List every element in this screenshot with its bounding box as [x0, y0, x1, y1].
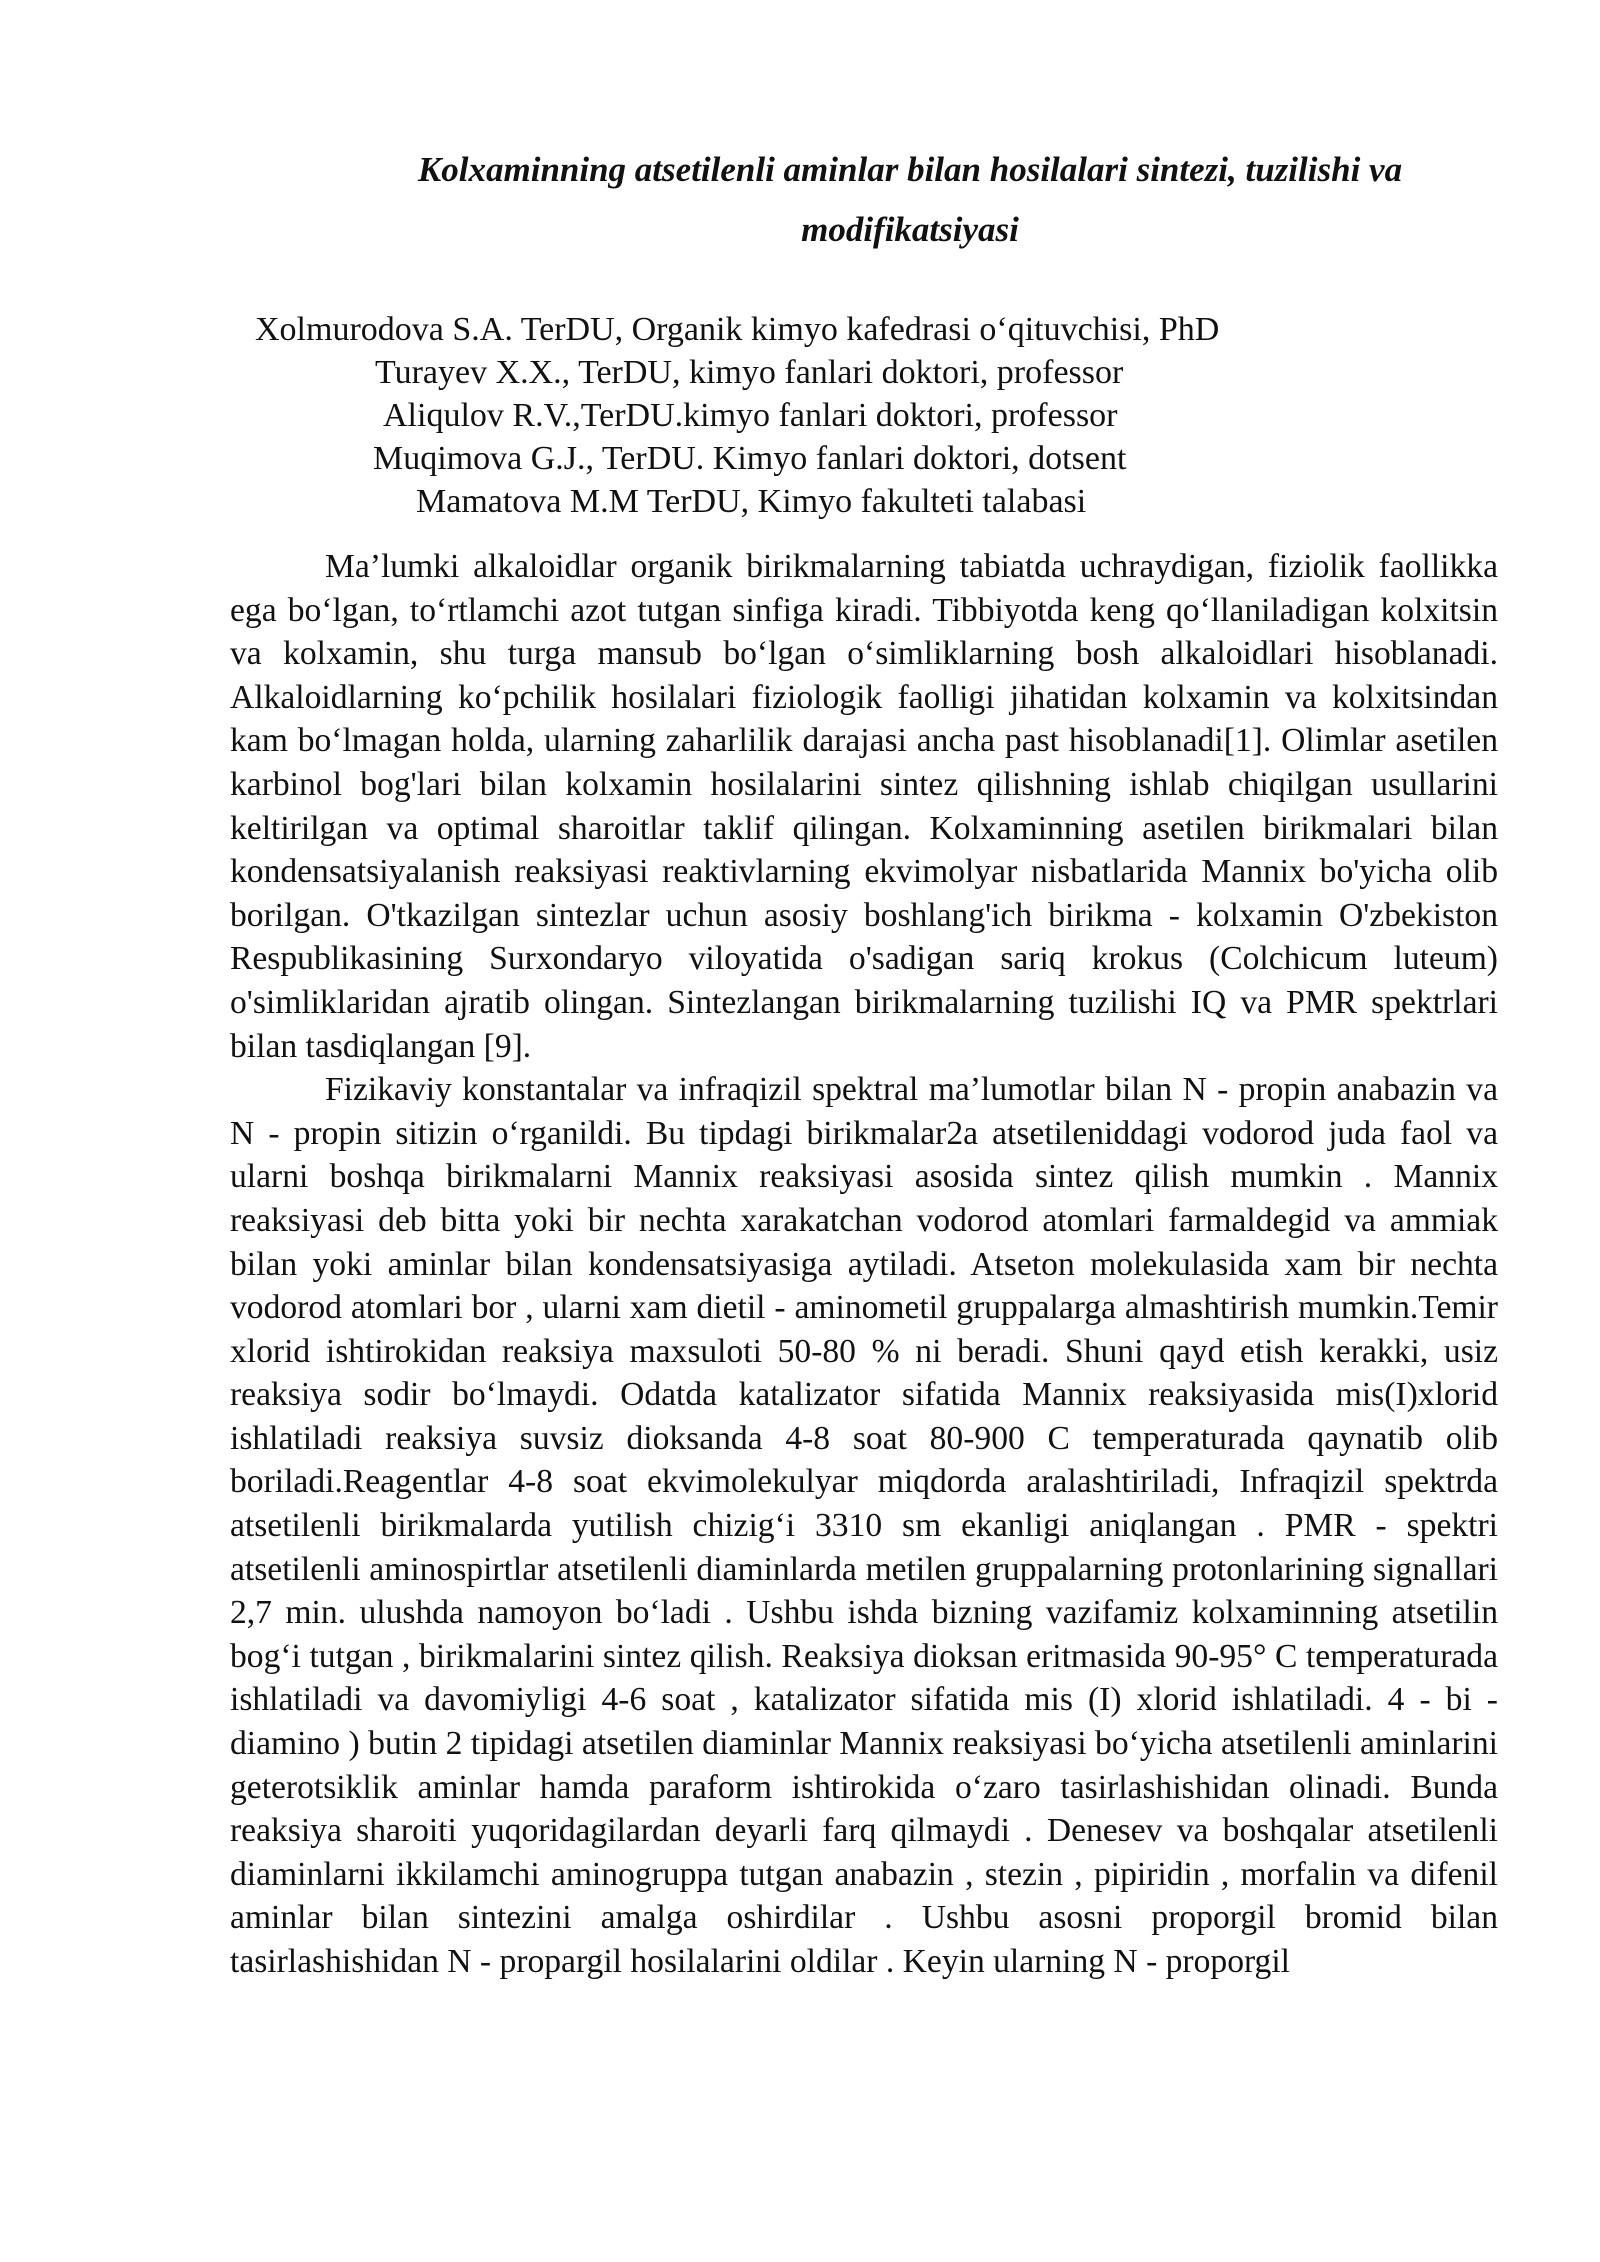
author-line: Mamatova M.M TerDU, Kimyo fakulteti talabasi — [416, 483, 1087, 520]
author-line: Aliqulov R.V.,TerDU.kimyo fanlari doktori, professor — [383, 397, 1118, 434]
author-line: Xolmurodova S.A. TerDU, Organik kimyo kafedrasi o‘qituvchisi, PhD — [255, 311, 1220, 348]
body-text — [230, 545, 1498, 1984]
author-line: Muqimova G.J., TerDU. Kimyo fanlari doktori, dotsent — [373, 440, 1127, 477]
author-list — [220, 308, 1380, 523]
paragraph: Ma’lumki alkaloidlar organik birikmalarning tabiatda uchraydigan, fiziolik faollikka ega bo‘lgan, to‘rtlamchi azot tutgan sinfiga kiradi. Tibbiyotda keng qo‘llaniladigan kolxitsin va kolxamin, shu turga mansub bo‘lgan o‘simliklarning bosh alkaloidlari hisoblanadi. Alkaloidlarning ko‘pchilik hosilalari fiziologik faolligi jihatidan kolxamin va kolxitsindan kam bo‘lmagan holda, ularning zaharlilik darajasi ancha past hisoblanadi[1]. Olimlar asetilen karbinol bog'lari bilan kolxamin hosilalarini sintez qilishning ishlab chiqilgan usullarini keltirilgan va optimal sharoitlar taklif qilingan. Kolxaminning asetilen birikmalari bilan kondensatsiyalanish reaksiyasi reaktivlarning ekvimolyar nisbatlarida Mannix bo'yicha olib borilgan. O'tkazilgan sintezlar uchun asosiy boshlang'ich birikma - kolxamin O'zbekiston Respublikasining Surxondaryo viloyatida o'sadigan sariq krokus (Colchicum luteum) o'simliklaridan ajratib olingan. Sintezlangan birikmalarning tuzilishi IQ va PMR spektrlari bilan tasdiqlangan [9]. — [230, 548, 1498, 1065]
paper-title: Kolxaminning atsetilenli aminlar bilan hosilalari sintezi, tuzilishi va modifikatsiyasi — [417, 150, 1403, 249]
paragraph: Fizikaviy konstantalar va infraqizil spektral ma’lumotlar bilan N - propin anabazin va N - propin sitizin o‘rganildi. Bu tipdagi birikmalar2a atsetileniddagi vodorod juda faol va ularni boshqa birikmalarni Mannix reaksiyasi asosida sintez qilish mumkin . Mannix reaksiyasi deb bitta yoki bir nechta xarakatchan vodorod atomlari farmaldegid va ammiak bilan yoki aminlar bilan kondensatsiyasiga aytiladi. Atseton molekulasida xam bir nechta vodorod atomlari bor , ularni xam dietil - aminometil gruppalarga almashtirish mumkin.Temir xlorid ishtirokidan reaksiya maxsuloti 50-80 % ni beradi. Shuni qayd etish kerakki, usiz reaksiya sodir bo‘lmaydi. Odatda katalizator sifatida Mannix reaksiyasida mis(I)xlorid ishlatiladi reaksiya suvsiz dioksanda 4-8 soat 80-900 C temperaturada qaynatib olib boriladi.Reagentlar 4-8 soat ekvimolekulyar miqdorda aralashtiriladi, Infraqizil spektrda atsetilenli birikmalarda yutilish chizig‘i 3310 sm ekanligi aniqlangan . PMR - spektri atsetilenli aminospirtlar atsetilenli diaminlarda metilen gruppalarning protonlarining signallari 2,7 min. ulushda namoyon bo‘ladi . Ushbu ishda bizning vazifamiz kolxaminning atsetilin bog‘i tutgan , birikmalarini sintez qilish. Reaksiya dioksan eritmasida 90-95° C temperaturada ishlatiladi va davomiyligi 4-6 soat , katalizator sifatida mis (I) xlorid ishlatiladi. 4 - bi -diamino ) butin 2 tipidagi atsetilen diaminlar Mannix reaksiyasi bo‘yicha atsetilenli aminlarini geterotsiklik aminlar hamda paraform ishtirokida o‘zaro tasirlashishidan olinadi. Bunda reaksiya sharoiti yuqoridagilardan deyarli farq qilmaydi . Denesev va boshqalar atsetilenli diaminlarni ikkilamchi aminogruppa tutgan anabazin , stezin , pipiridin , morfalin va difenil aminlar bilan sintezini amalga oshirdilar . Ushbu asosni proporgil bromid bilan tasirlashishidan N - propargil hosilalarini oldilar . Keyin ularning N - proporgil — [230, 1071, 1498, 1980]
author-line: Turayev X.X., TerDU, kimyo fanlari doktori, professor — [375, 354, 1124, 391]
